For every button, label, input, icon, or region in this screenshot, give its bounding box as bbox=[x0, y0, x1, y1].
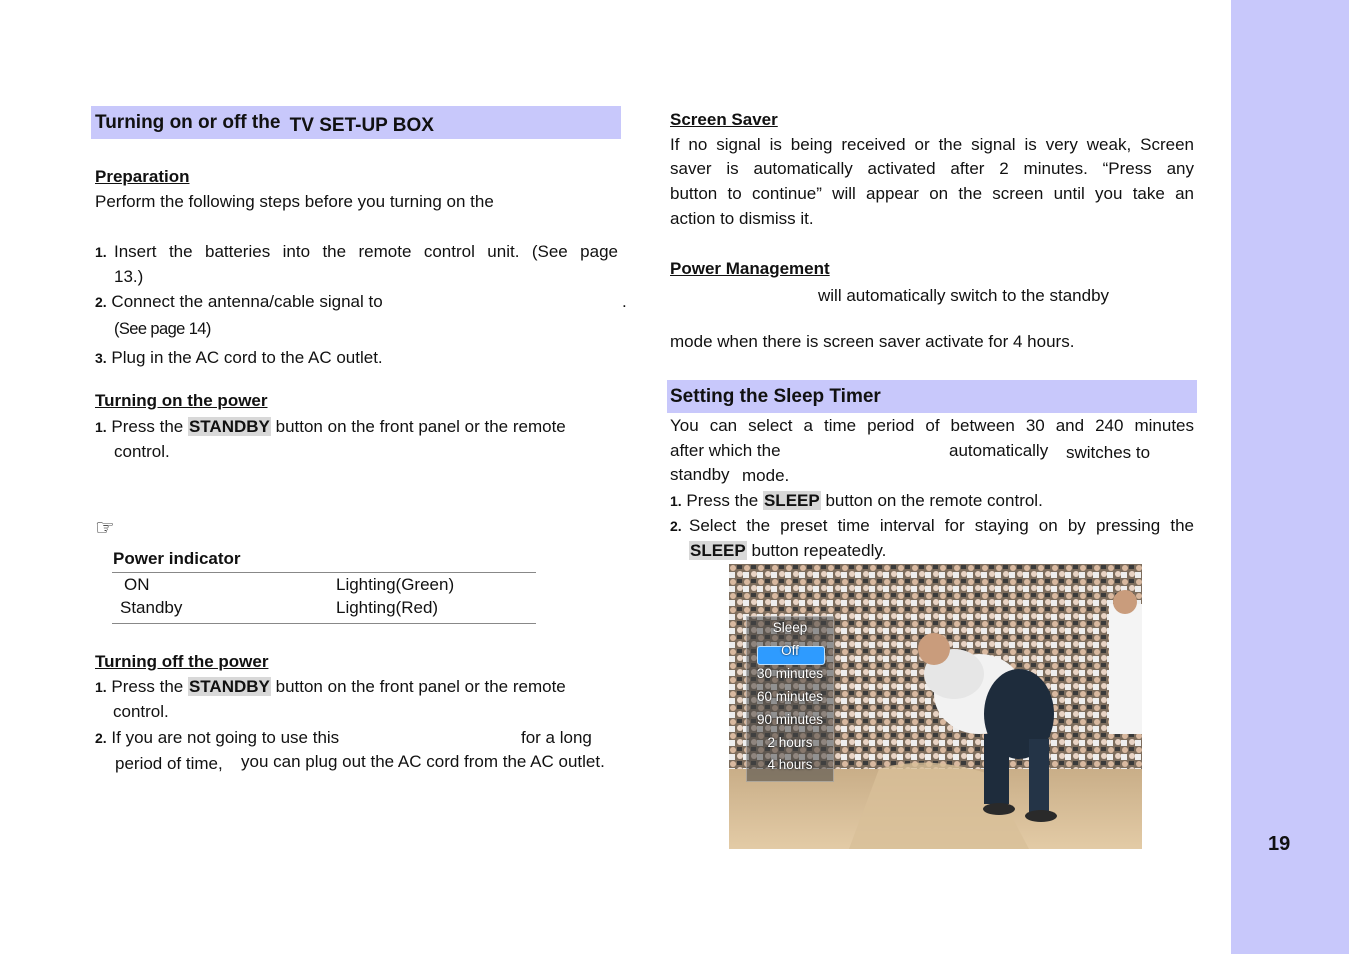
indicator-state-on: ON bbox=[124, 575, 150, 594]
standby-key-label: STANDBY bbox=[188, 677, 270, 696]
page-side-band bbox=[1231, 0, 1349, 954]
sleep-intro-line-2b: automatically bbox=[949, 441, 1049, 460]
screen-saver-heading: Screen Saver bbox=[670, 110, 778, 129]
preparation-intro: Perform the following steps before you turning on the bbox=[95, 192, 494, 211]
power-off-step-1-text-2: control. bbox=[113, 702, 169, 721]
power-off-heading: Turning off the power bbox=[95, 652, 269, 671]
section-title: Turning on or off the TV SET-UP BOX bbox=[95, 112, 434, 136]
sleep-step-2-line-1: Select the preset time interval for staying on by pressing the bbox=[689, 516, 1194, 535]
sleep-key-label: SLEEP bbox=[690, 541, 746, 560]
indicator-state-standby: Standby bbox=[120, 598, 183, 617]
osd-option-2-hours[interactable]: 2 hours bbox=[767, 735, 813, 750]
power-management-line-1: will automatically switch to the standby bbox=[818, 286, 1110, 305]
screen-saver-line-3: button to continue” will appear on the screen until you take an bbox=[670, 184, 1194, 203]
power-on-heading: Turning on the power bbox=[95, 391, 268, 410]
sleep-key-label: SLEEP bbox=[763, 491, 820, 510]
indicator-light-on: Lighting(Green) bbox=[336, 575, 455, 594]
power-management-heading: Power Management bbox=[670, 259, 830, 278]
power-off-step-1: 1. Press the STANDBY button on the front panel or the remote bbox=[95, 677, 566, 696]
indicator-light-standby: Lighting(Red) bbox=[336, 598, 439, 617]
indicator-title: Power indicator bbox=[113, 549, 241, 568]
prep-step-3: 3. Plug in the AC cord to the AC outlet. bbox=[95, 348, 383, 367]
prep-step-1-text: Insert the batteries into the remote control unit. (See page bbox=[114, 242, 618, 261]
prep-step-2: 2. Connect the antenna/cable signal to bbox=[95, 292, 383, 311]
osd-option-90-minutes[interactable]: 90 minutes bbox=[756, 712, 824, 727]
sleep-osd-menu bbox=[746, 616, 834, 782]
osd-title: Sleep bbox=[772, 620, 808, 635]
prep-step-2-text-2: (See page 14) bbox=[114, 320, 211, 338]
sleep-intro-line-1: You can select a time period of between 30 and 240 minutes bbox=[670, 416, 1194, 435]
indicator-rule-bottom bbox=[112, 623, 536, 624]
prep-step-1: 1. bbox=[95, 244, 107, 260]
prep-step-1-text-2: 13.) bbox=[114, 267, 144, 286]
indicator-rule-top bbox=[112, 572, 536, 573]
power-off-step-2-tail: for a long bbox=[521, 728, 592, 747]
power-off-step-2: 2. If you are not going to use this bbox=[95, 728, 340, 747]
power-on-step-1-text-2: control. bbox=[114, 442, 170, 461]
power-off-step-2-text-2a: period of time, bbox=[115, 754, 223, 773]
osd-option-4-hours[interactable]: 4 hours bbox=[767, 757, 813, 772]
sleep-intro-line-2c: switches to bbox=[1066, 443, 1151, 462]
screen-saver-line-2: saver is automatically activated after 2 minutes. “Press any bbox=[670, 159, 1194, 178]
sleep-intro-line-3a: standby bbox=[670, 465, 730, 484]
power-management-line-2: mode when there is screen saver activate for 4 hours. bbox=[670, 332, 1075, 351]
osd-option-30-minutes[interactable]: 30 minutes bbox=[756, 666, 824, 681]
pointing-hand-icon: ☞ bbox=[95, 515, 115, 540]
screen-saver-line-4: action to dismiss it. bbox=[670, 209, 814, 228]
sleep-intro-line-3b: mode. bbox=[742, 466, 790, 485]
screen-saver-line-1: If no signal is being received or the signal is very weak, Screen bbox=[670, 135, 1194, 154]
osd-option-off[interactable]: Off bbox=[781, 643, 799, 658]
sleep-step-2-num: 2. bbox=[670, 518, 682, 534]
sleep-step-2-line-2: SLEEP button repeatedly. bbox=[690, 541, 887, 560]
standby-key-label: STANDBY bbox=[188, 417, 270, 436]
prep-step-2-period: . bbox=[622, 292, 627, 311]
sleep-step-1: 1. Press the SLEEP button on the remote control. bbox=[670, 491, 1043, 510]
power-on-step-1: 1. Press the STANDBY button on the front panel or the remote bbox=[95, 417, 566, 436]
sleep-intro-line-2a: after which the bbox=[670, 441, 781, 460]
sleep-title: Setting the Sleep Timer bbox=[670, 386, 881, 407]
preparation-heading: Preparation bbox=[95, 167, 190, 186]
osd-option-60-minutes[interactable]: 60 minutes bbox=[756, 689, 824, 704]
page-number: 19 bbox=[1268, 833, 1291, 855]
power-off-step-2-text-2b: you can plug out the AC cord from the AC outlet. bbox=[241, 752, 605, 771]
